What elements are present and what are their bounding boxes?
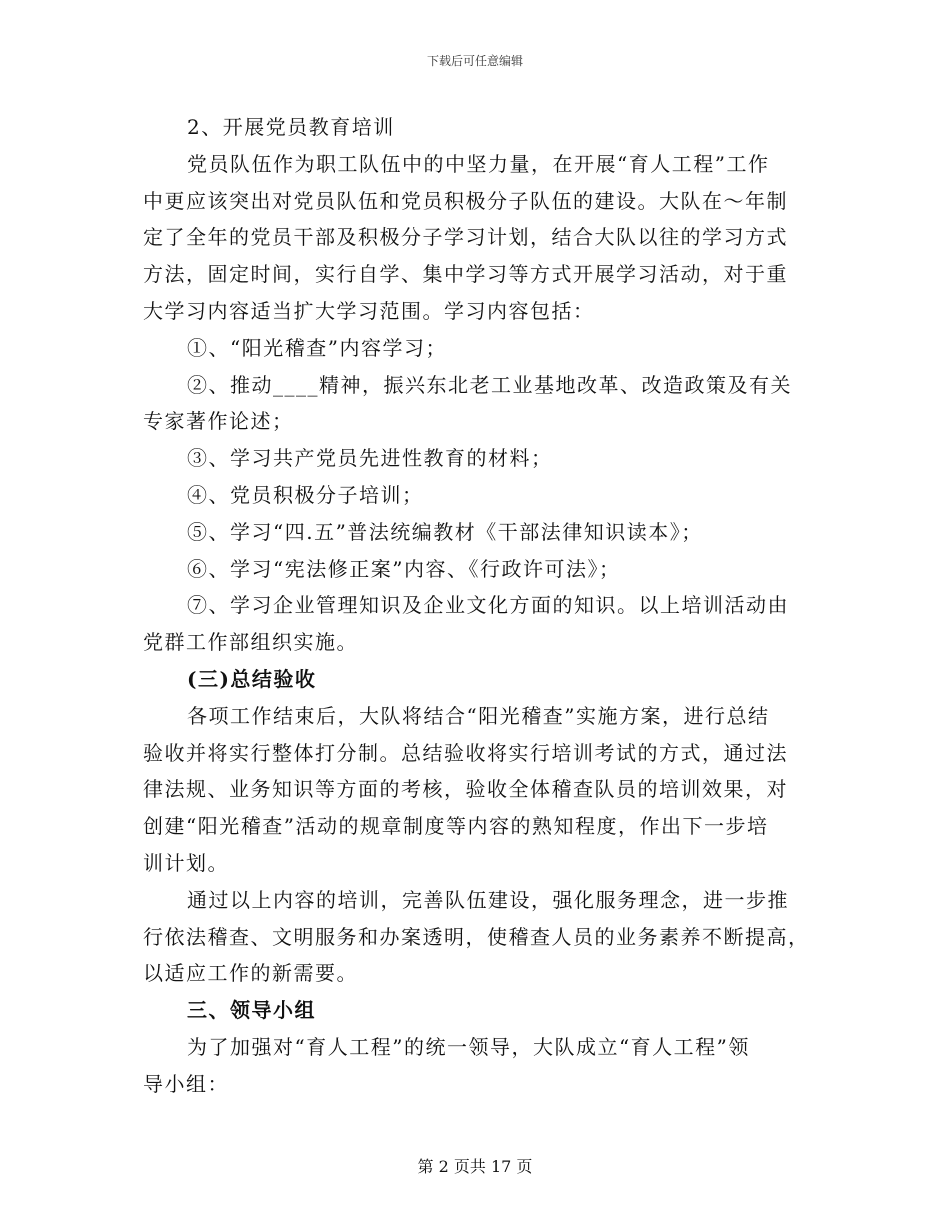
paragraph-line: 以适应工作的新需要。 (143, 961, 358, 986)
paragraph-line: 方法，固定时间，实行自学、集中学习等方式开展学习活动，对于重 (143, 262, 788, 287)
page-footer: 第 2 页共 17 页 (417, 1157, 533, 1176)
paragraph-line: 创建“阳光稽查”活动的规章制度等内容的熟知程度，作出下一步培 (143, 814, 769, 839)
paragraph-line: 党员队伍作为职工队伍中的中坚力量，在开展“育人工程”工作 (187, 151, 770, 176)
list-item: ③、学习共产党员先进性教育的材料； (187, 446, 553, 471)
list-item: ⑤、学习“四.五”普法统编教材《干部法律知识读本》； (187, 519, 703, 544)
document-body (143, 109, 810, 1103)
paragraph-line: 验收并将实行整体打分制。总结验收将实行培训考试的方式，通过法 (143, 740, 788, 765)
paragraph-line: 各项工作结束后，大队将结合“阳光稽查”实施方案，进行总结 (187, 703, 770, 728)
section-heading: 三、领导小组 (187, 998, 316, 1023)
list-item-continuation: 专家著作论述； (143, 409, 294, 434)
list-item: ⑥、学习“宪法修正案”内容、《行政许可法》； (187, 556, 621, 581)
paragraph-line: 中更应该突出对党员队伍和党员积极分子队伍的建设。大队在～年制 (143, 188, 788, 213)
list-item: ④、党员积极分子培训； (187, 482, 424, 507)
page-header: 下载后可任意编辑 (426, 54, 523, 68)
paragraph-line: 大学习内容适当扩大学习范围。学习内容包括： (143, 298, 595, 323)
list-item-continuation: 党群工作部组织实施。 (143, 630, 358, 655)
paragraph-line: 导小组： (143, 1071, 229, 1096)
paragraph-line: 律法规、业务知识等方面的考核，验收全体稽查队员的培训效果，对 (143, 777, 788, 802)
paragraph-line: 行依法稽查、文明服务和办案透明，使稽查人员的业务素养不断提高， (143, 924, 810, 949)
list-item: ②、推动____精神，振兴东北老工业基地改革、改造政策及有关 (187, 372, 792, 397)
section-heading: (三)总结验收 (187, 666, 317, 691)
paragraph-line: 训计划。 (143, 850, 229, 875)
list-item: ⑦、学习企业管理知识及企业文化方面的知识。以上培训活动由 (187, 593, 789, 618)
paragraph-line: 通过以上内容的培训，完善队伍建设，强化服务理念，进一步推 (187, 887, 789, 912)
section-heading: 2、开展党员教育培训 (187, 115, 395, 139)
paragraph-line: 定了全年的党员干部及积极分子学习计划，结合大队以往的学习方式 (143, 225, 788, 250)
list-item: ①、“阳光稽查”内容学习； (187, 335, 447, 360)
paragraph-line: 为了加强对“育人工程”的统一领导，大队成立“育人工程”领 (187, 1034, 750, 1059)
